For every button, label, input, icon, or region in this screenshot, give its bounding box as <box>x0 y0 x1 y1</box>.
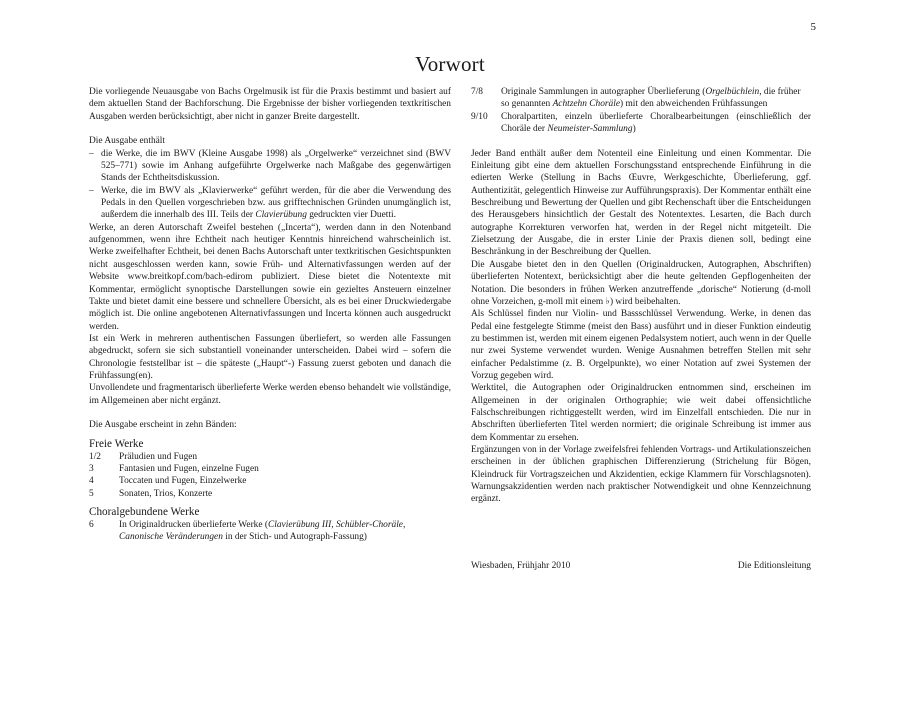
contains-label: Die Ausgabe enthält <box>89 136 166 147</box>
volume-number: 5 <box>89 488 94 499</box>
list-item-emphasis: Clavierübung <box>255 210 307 221</box>
body-paragraph: Ergänzungen von in der Vorlage zweifelsfrei fehlenden Vortrags- und Artikulationszeichen erscheinen in der üblichen graphischen Differenzierung (Strichelung für Bögen, Kleindruck für Vortragszeichen und Akzidentien, eckige Klammern für Vorschlagsnoten). Warnungsakzidentien werden nach praktischer Notwendigkeit und ohne Kennzeichnung ergänzt. <box>471 444 811 505</box>
volume-title <box>501 86 811 111</box>
volume-row <box>89 451 451 463</box>
dash-bullet: – <box>89 148 94 159</box>
list-item <box>89 185 451 222</box>
list-item-text: Werke, die im BWV als „Klavierwerke“ geführt werden, für die aber die Verwendung des Pedals in den Quellen vorgeschrieben bzw. aus grifftechnischen Gründen unumgänglich ist, außerdem die innerhalb des III. Teils der <box>101 185 451 221</box>
volume-row <box>89 463 451 475</box>
left-column <box>89 86 451 544</box>
volume-number: 6 <box>89 520 94 530</box>
volume-number: 3 <box>89 463 94 474</box>
volume-row <box>89 519 451 544</box>
volume-emphasis: Clavierübung III, Schübler-Choräle <box>268 520 403 530</box>
volume-text: , die früher so genannten <box>501 87 801 110</box>
signature: Die Editionsleitung <box>737 561 811 571</box>
list-item <box>89 148 451 185</box>
volume-emphasis: Canonische Veränderungen <box>119 532 223 543</box>
place-date: Wiesbaden, Frühjahr 2010 <box>471 561 571 571</box>
contains-list <box>89 148 451 222</box>
volume-row <box>471 111 811 136</box>
free-works-heading: Freie Werke <box>89 437 144 450</box>
volume-title <box>119 519 451 544</box>
body-paragraph: Als Schlüssel finden nur Violin- und Bassschlüssel Verwendung. Werke, in denen das Pedal eine festgelegte Stimme (meist den Bass) ausführt und in dieser Funktion eindeutig zu bestimmen ist, werden mit einem eigenen Pedalsystem notiert, auch wenn in der Quelle nur zwei Systeme verwendet wurden. Wenige Ausnahmen betreffen Stellen mit sehr einfacher Pedalstimme (z. B. Orgelpunkte), wo einer Notation auf zwei Systemen der Vorzug gegeben wird. <box>471 309 811 381</box>
page-title: Vorwort <box>415 52 485 76</box>
incerta-paragraph: Werke, an deren Autorschaft Zweifel bestehen („Incerta“), werden dann in den Notenband aufgenommen, wenn ihre Echtheit nach heutiger Kenntnis hinreichend wahrscheinlich ist. Werke zweifelhafter Echtheit, bei denen Bachs Autorschaft unter textkritischen Gesichtspunkten nicht ausgeschlossen werden kann, sowie Früh- und Alternativfassungen werden auf der Website www.breitkopf.com/bach-edirom publiziert. Diese bietet die Notentexte mit Kommentar, ermöglicht synoptische Darstellungen sowie ein gezieltes Ansteuern einzelner Takte und bietet damit eine bessere und schnellere Übersicht, als es bei einer Druckwiedergabe möglich ist. Die online angebotenen Alternativfassungen und Incerta können auch ausgedruckt werden. <box>89 222 451 332</box>
volume-emphasis: Neumeister-Sammlung <box>547 124 633 135</box>
body-paragraph: Die Ausgabe bietet den in den Quellen (Originaldrucken, Autographen, Abschriften) überlieferten Notentext, berücksichtigt aber die heute geltenden Gepflogenheiten der Notation. Die besonders in frühen Werken anzutreffende „dorische“ Notierung (d-moll ohne Vorzeichen, g-moll mit einem ♭) wird beibehalten. <box>471 259 811 307</box>
volume-text: ) mit den abweichenden Frühfassungen <box>620 99 768 110</box>
volume-title: Toccaten und Fugen, Einzelwerke <box>119 476 247 487</box>
volume-number: 7/8 <box>471 87 483 97</box>
right-column <box>471 86 811 506</box>
body-paragraph: Werktitel, die Autographen oder Originaldrucken entnommen sind, erscheinen im Allgemeinen in der originalen Orthographie; wie weit dabei offensichtliche Falschschreibungen richtiggestellt werden, wird im Einzelfall entschieden. Die nur in Abschriften überlieferten Titel werden normiert; die originale Schreibung ist immer aus dem Kommentar zu ersehen. <box>471 383 811 443</box>
volume-text: in der Stich- und Autograph-Fassung) <box>222 532 367 543</box>
volume-text: ) <box>632 124 636 135</box>
volume-title: Sonaten, Trios, Konzerte <box>119 488 213 499</box>
volume-number: 1/2 <box>89 451 101 462</box>
list-item-text: gedruckten vier Duetti. <box>306 210 396 221</box>
volume-text: , <box>402 520 406 530</box>
volume-text: Choralpartiten, einzeln überlieferte Choralbearbeitungen (einschließlich der Choräle der <box>501 111 811 135</box>
volume-emphasis: Achtzehn Choräle <box>552 99 621 110</box>
volume-title <box>501 111 811 136</box>
volume-number: 9/10 <box>471 111 488 122</box>
volume-emphasis: Orgelbüchlein <box>705 87 760 97</box>
volume-title: Fantasien und Fugen, einzelne Fugen <box>119 463 259 474</box>
page-number: 5 <box>810 21 816 33</box>
volume-row <box>471 86 811 111</box>
volume-row <box>89 475 451 487</box>
volume-row <box>89 488 451 500</box>
volume-number: 4 <box>89 476 94 487</box>
volume-text: In Originaldrucken überlieferte Werke ( <box>119 520 269 530</box>
body-paragraph: Jeder Band enthält außer dem Notenteil eine Einleitung und einen Kommentar. Die Einleitung gibt eine dem aktuellen Forschungsstand entsprechende Einführung in die edierten Werke (Stellung in Bachs Œuvre, Werkgeschichte, Überlieferung, ggf. Authentizität, gelegentlich Hinweise zur Aufführungspraxis). Der Kommentar enthält eine Beschreibung und Bewertung der Quellen und gibt Rechenschaft über die Entscheidungen des Herausgebers hinsichtlich der Gestalt des Notentextes. Lesarten, die Bach durch autographe Korrekturen verworfen hat, werden in der Regel nicht mitgeteilt. Die Zielsetzung der Ausgabe, die in erster Linie der Praxis dienen soll, bedingt eine Beschränkung in der Beschreibung der Quellen. <box>471 148 811 258</box>
volumes-intro: Die Ausgabe erscheint in zehn Bänden: <box>89 420 237 431</box>
list-item-text: die Werke, die im BWV (Kleine Ausgabe 1998) als „Orgelwerke“ verzeichnet sind (BWV 525–771) sowie im Anhang aufgeführte Orgelwerke nach Maßgabe des gegenwärtigen Stands der Echtheitsdiskussion. <box>101 148 451 184</box>
chorale-works-heading: Choralgebundene Werke <box>89 506 200 518</box>
volume-title: Präludien und Fugen <box>119 451 198 462</box>
intro-paragraph: Die vorliegende Neuausgabe von Bachs Orgelmusik ist für die Praxis bestimmt und basiert auf dem aktuellen Stand der Bachforschung. Die Ergebnisse der bisher vorliegenden textkritischen Ausgaben werden berücksichtigt, aber nicht in ganzer Breite dargestellt. <box>89 87 451 122</box>
signature-line <box>471 561 811 571</box>
volume-text: Originale Sammlungen in autographer Überlieferung ( <box>501 87 706 97</box>
unfinished-paragraph: Unvollendete und fragmentarisch überlieferte Werke werden ebenso behandelt wie vollständige, im Allgemeinen aber nicht ergänzt. <box>89 383 451 406</box>
dash-bullet: – <box>89 185 94 196</box>
versions-paragraph: Ist ein Werk in mehreren authentischen Fassungen überliefert, so werden alle Fassungen abgedruckt, sofern sie sich substantiell voneinander unterscheiden. Dabei wird – sofern die Chronologie feststellbar ist – die späteste („Haupt“-) Fassung zuerst geboten und danach die Frühfassung(en). <box>89 333 451 381</box>
